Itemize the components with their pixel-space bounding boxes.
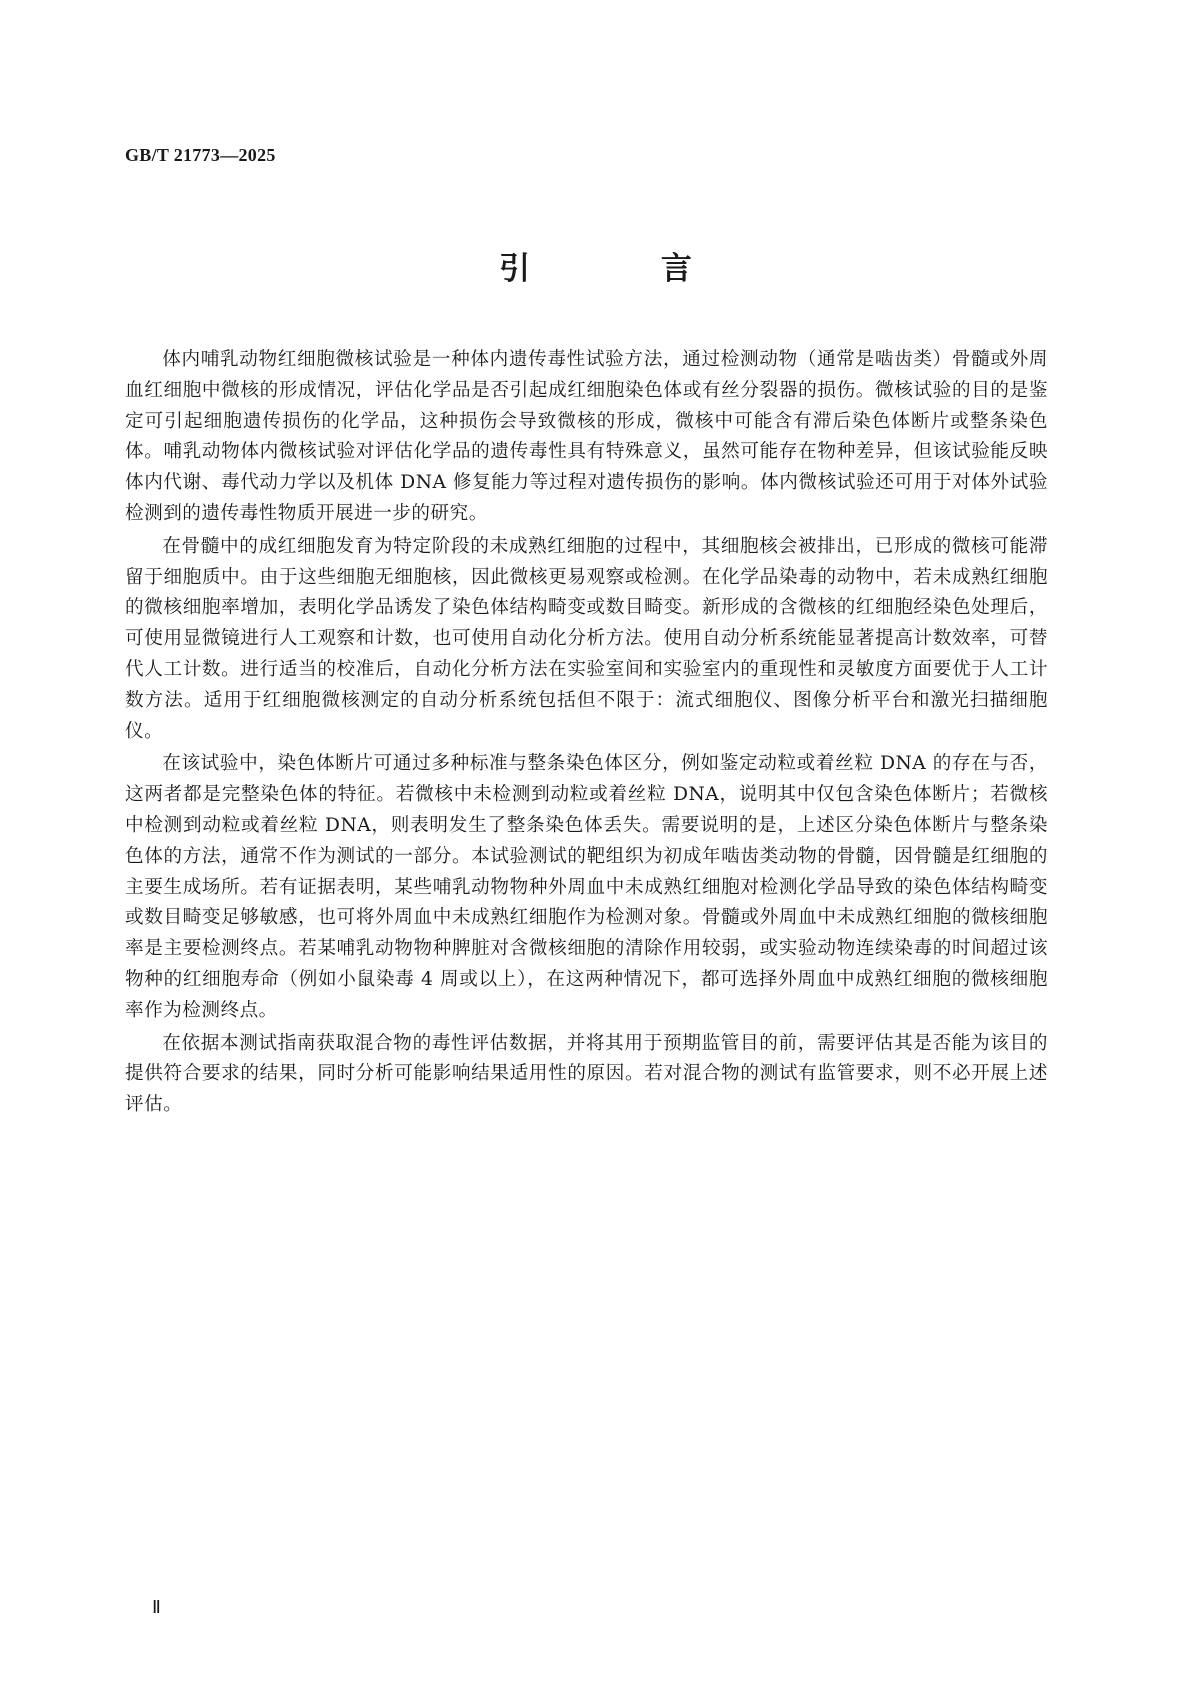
- paragraph-1: 体内哺乳动物红细胞微核试验是一种体内遗传毒性试验方法，通过检测动物（通常是啮齿类）骨髓或外周血红细胞中微核的形成情况，评估化学品是否引起成红细胞染色体或有丝分裂器的损伤。微核试验的目的是鉴定可引起细胞遗传损伤的化学品，这种损伤会导致微核的形成，微核中可能含有滞后染色体断片或整条染色体。哺乳动物体内微核试验对评估化学品的遗传毒性具有特殊意义，虽然可能存在物种差异，但该试验能反映体内代谢、毒代动力学以及机体 DNA 修复能力等过程对遗传损伤的影响。体内微核试验还可用于对体外试验检测到的遗传毒性物质开展进一步的研究。: [125, 349, 1048, 524]
- paragraph-4: 在依据本测试指南获取混合物的毒性评估数据，并将其用于预期监管目的前，需要评估其是否能为该目的提供符合要求的结果，同时分析可能影响结果适用性的原因。若对混合物的测试有监管要求，则不必开展上述评估。: [125, 1032, 1048, 1116]
- page-number: Ⅱ: [152, 1597, 161, 1617]
- section-title: 引 言: [499, 251, 752, 287]
- introduction-body: [125, 345, 1048, 1123]
- paragraph-2: 在骨髓中的成红细胞发育为特定阶段的未成熟红细胞的过程中，其细胞核会被排出，已形成的微核可能滞留于细胞质中。由于这些细胞无细胞核，因此微核更易观察或检测。在化学品染毒的动物中，若未成熟红细胞的微核细胞率增加，表明化学品诱发了染色体结构畸变或数目畸变。新形成的含微核的红细胞经染色处理后，可使用显微镜进行人工观察和计数，也可使用自动化分析方法。使用自动分析系统能显著提高计数效率，可替代人工计数。进行适当的校准后，自动化分析方法在实验室间和实验室内的重现性和灵敏度方面要优于人工计数方法。适用于红细胞微核测定的自动分析系统包括但不限于：流式细胞仪、图像分析平台和激光扫描细胞仪。: [125, 535, 1048, 742]
- standard-number: GB/T 21773—2025: [125, 145, 276, 165]
- paragraph-3: 在该试验中，染色体断片可通过多种标准与整条染色体区分，例如鉴定动粒或着丝粒 DNA 的存在与否，这两者都是完整染色体的特征。若微核中未检测到动粒或着丝粒 DNA，说明其中仅包含染色体断片；若微核中检测到动粒或着丝粒 DNA，则表明发生了整条染色体丢失。需要说明的是，上述区分染色体断片与整条染色体的方法，通常不作为测试的一部分。本试验测试的靶组织为初成年啮齿类动物的骨髓，因骨髓是红细胞的主要生成场所。若有证据表明，某些哺乳动物物种外周血中未成熟红细胞对检测化学品导致的染色体结构畸变或数目畸变足够敏感，也可将外周血中未成熟红细胞作为检测对象。骨髓或外周血中未成熟红细胞的微核细胞率是主要检测终点。若某哺乳动物物种脾脏对含微核细胞的清除作用较弱，或实验动物连续染毒的时间超过该物种的红细胞寿命（例如小鼠染毒 4 周或以上），在这两种情况下，都可选择外周血中成熟红细胞的微核细胞率作为检测终点。: [125, 753, 1048, 1021]
